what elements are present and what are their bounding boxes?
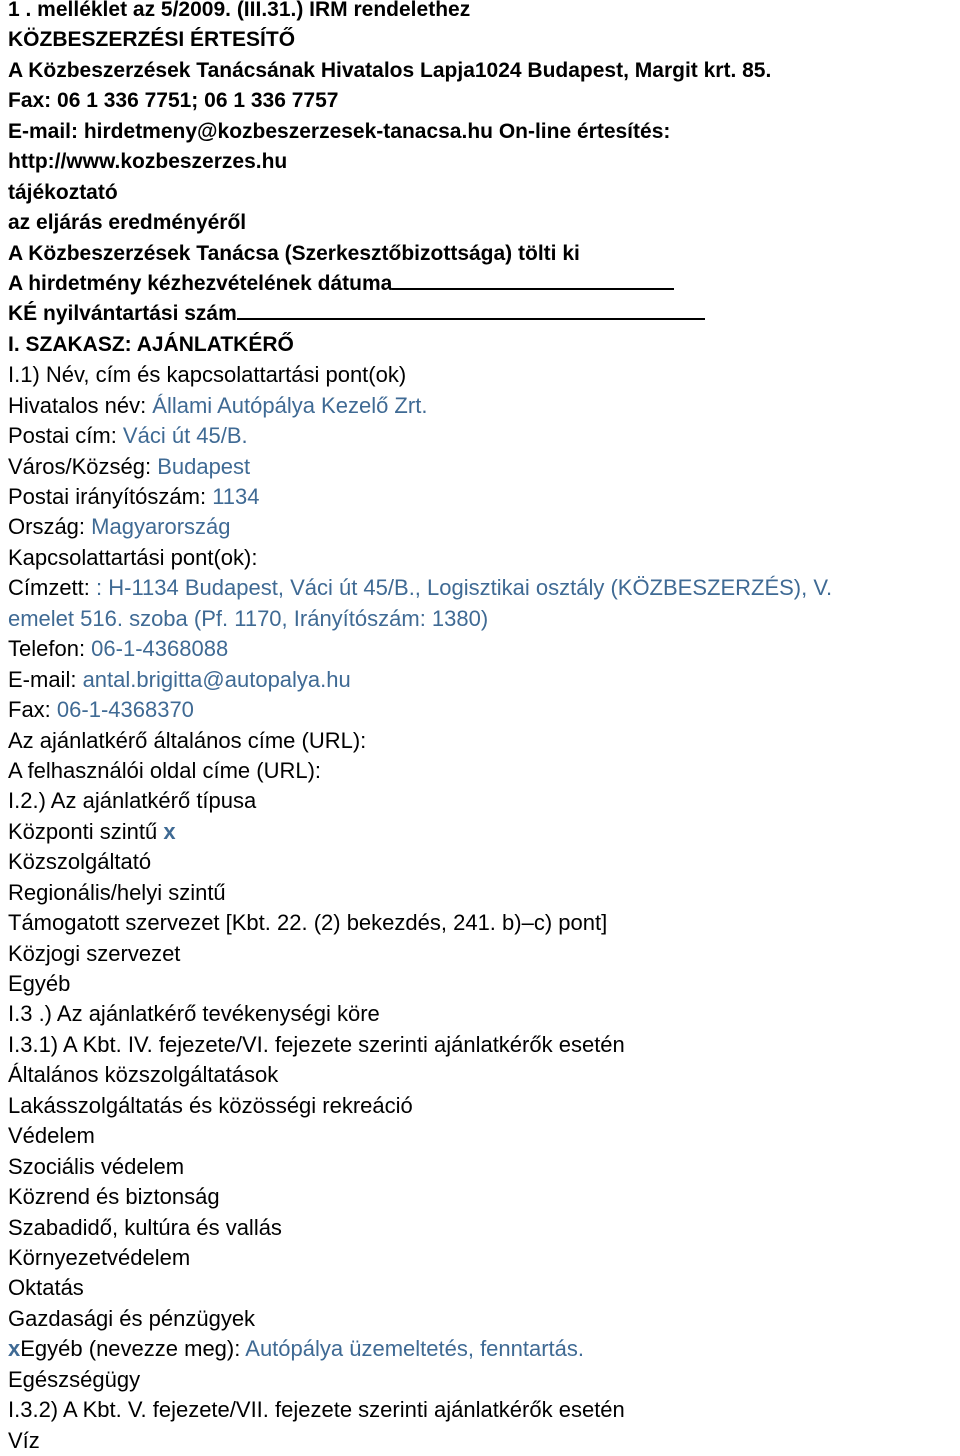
activity-item: Közrend és biztonság — [8, 1184, 220, 1210]
country-label: Ország: — [8, 514, 92, 540]
phone-value: 06-1-4368088 — [91, 636, 229, 662]
type-central-label: Központi szintű — [8, 818, 164, 844]
addressee-value-line2: emelet 516. szoba (Pf. 1170, Irányítószám: 1380) — [8, 605, 489, 631]
journal-title: KÖZBESZERZÉSI ÉRTESÍTŐ — [8, 28, 296, 52]
s13-heading: I.3 .) Az ajánlatkérő tevékenységi köre — [8, 1001, 380, 1027]
email-row — [8, 665, 960, 695]
postal-address-value: Váci út 45/B. — [122, 423, 248, 449]
s131-heading: I.3.1) A Kbt. IV. fejezete/VI. fejezete szerinti ajánlatkérők esetén — [8, 1031, 625, 1057]
activity-item: Szabadidő, kultúra és vallás — [8, 1214, 282, 1240]
type-central-row — [8, 817, 960, 847]
activity-item: Szociális védelem — [8, 1153, 185, 1179]
section-title: I. SZAKASZ: AJÁNLATKÉRŐ — [8, 332, 294, 356]
addressee-value-line1: : H-1134 Budapest, Váci út 45/B., Logisztikai osztály (KÖZBESZERZÉS), V. — [96, 575, 833, 601]
s12-heading: I.2.) Az ajánlatkérő típusa — [8, 788, 257, 814]
fax-row — [8, 695, 960, 725]
activity-other-label: Egyéb (nevezze meg): — [20, 1336, 246, 1362]
email-value: antal.brigitta@autopalya.hu — [82, 666, 351, 692]
type-central-mark: x — [163, 818, 176, 844]
sector-water: Víz — [8, 1427, 40, 1453]
type-public-service: Közszolgáltató — [8, 849, 152, 875]
country-row — [8, 512, 960, 542]
city-row — [8, 452, 960, 482]
activity-item: Védelem — [8, 1123, 95, 1149]
journal-website: http://www.kozbeszerzes.hu — [8, 150, 288, 174]
phone-label: Telefon: — [8, 636, 92, 662]
activity-other-row — [8, 1334, 960, 1364]
contact-points-label: Kapcsolattartási pont(ok): — [8, 544, 258, 570]
registry-number-blank — [237, 299, 705, 320]
type-regional: Regionális/helyi szintű — [8, 879, 226, 905]
postcode-value: 1134 — [212, 484, 260, 509]
country-value: Magyarország — [91, 514, 231, 540]
activity-item: Oktatás — [8, 1275, 84, 1301]
addressee-label: Címzett: — [8, 575, 97, 601]
city-value: Budapest — [157, 453, 251, 479]
registry-number-label: KÉ nyilvántartási szám — [8, 302, 237, 326]
activity-item: Lakásszolgáltatás és közösségi rekreáció — [8, 1092, 413, 1118]
activity-item: Általános közszolgáltatások — [8, 1062, 279, 1088]
official-name-value: Állami Autópálya Kezelő Zrt. — [152, 392, 428, 418]
postal-address-label: Postai cím: — [8, 423, 123, 449]
receipt-date-label: A hirdetmény kézhezvételének dátuma — [8, 271, 393, 295]
journal-fax: Fax: 06 1 336 7751; 06 1 336 7757 — [8, 89, 339, 113]
addressee-row — [8, 573, 960, 603]
receipt-date-row — [8, 269, 960, 299]
type-public-law: Közjogi szervezet — [8, 940, 181, 966]
annex-reference: 1 . melléklet az 5/2009. (III.31.) IRM rendelethez — [8, 0, 471, 21]
journal-email-online: E-mail: hirdetmeny@kozbeszerzesek-tanacsa.hu On-line értesítés: — [8, 119, 671, 143]
notice-subject: az eljárás eredményéről — [8, 211, 247, 235]
postcode-label: Postai irányítószám: — [8, 484, 213, 509]
fax-value: 06-1-4368370 — [56, 697, 194, 723]
notice-type: tájékoztató — [8, 180, 118, 204]
activity-other-mark: x — [8, 1336, 21, 1362]
s132-heading: I.3.2) A Kbt. V. fejezete/VII. fejezete szerinti ajánlatkérők esetén — [8, 1397, 625, 1423]
receipt-date-blank — [392, 269, 674, 290]
filled-by-note: A Közbeszerzések Tanácsa (Szerkesztőbizottsága) tölti ki — [8, 241, 580, 265]
general-url-label: Az ajánlatkérő általános címe (URL): — [8, 727, 367, 753]
activity-health: Egészségügy — [8, 1366, 141, 1392]
type-supported: Támogatott szervezet [Kbt. 22. (2) bekezdés, 241. b)–c) pont] — [8, 910, 608, 936]
type-other: Egyéb — [8, 971, 71, 996]
postcode-row — [8, 482, 960, 512]
official-name-row — [8, 391, 960, 421]
email-label: E-mail: — [8, 666, 83, 692]
activity-item: Környezetvédelem — [8, 1244, 191, 1270]
fax-label: Fax: — [8, 697, 57, 723]
phone-row — [8, 634, 960, 664]
journal-subtitle: A Közbeszerzések Tanácsának Hivatalos Lapja1024 Budapest, Margit krt. 85. — [8, 58, 772, 82]
s11-heading: I.1) Név, cím és kapcsolattartási pont(ok) — [8, 362, 407, 388]
buyer-profile-url-label: A felhasználói oldal címe (URL): — [8, 757, 322, 783]
postal-address-row — [8, 421, 960, 451]
official-name-label: Hivatalos név: — [8, 392, 153, 418]
registry-number-row — [8, 299, 960, 329]
activity-other-value: Autópálya üzemeltetés, fenntartás. — [245, 1336, 585, 1362]
city-label: Város/Község: — [8, 453, 158, 479]
activity-item: Gazdasági és pénzügyek — [8, 1305, 256, 1331]
